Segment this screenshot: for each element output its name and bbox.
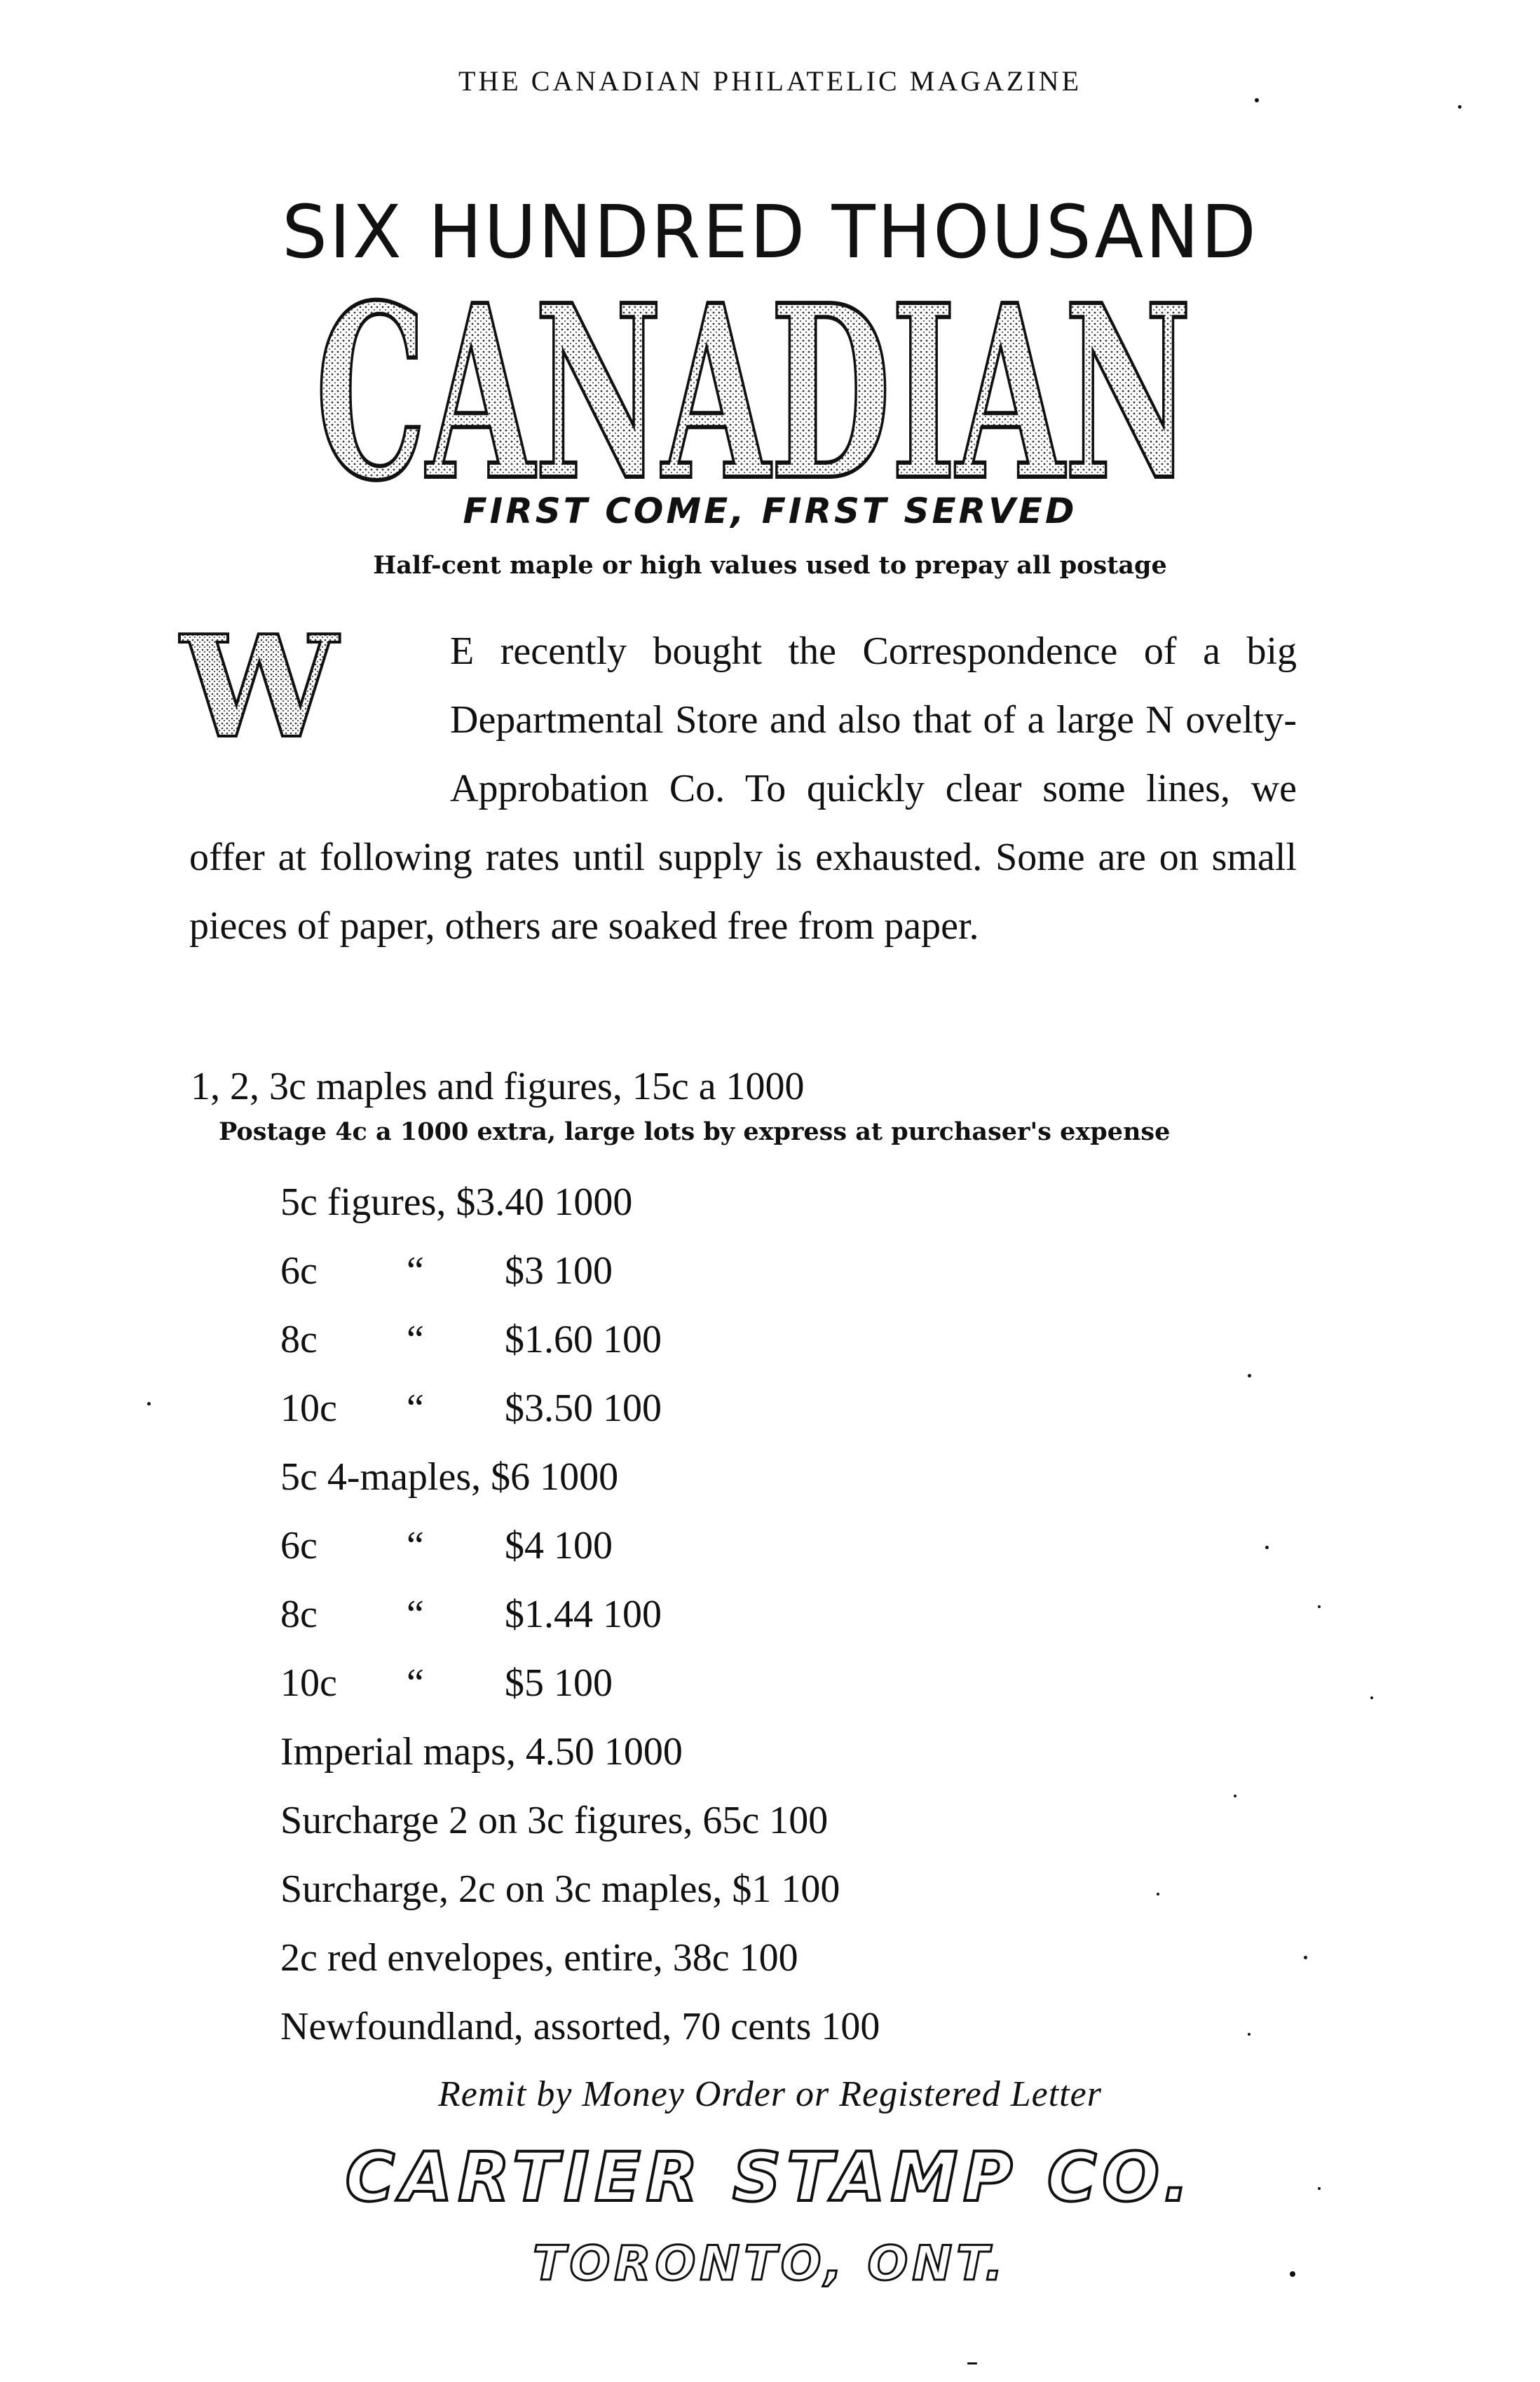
drop-cap-letter: W [180,605,339,770]
price-item: 2c red envelopes, entire, 38c 100 [280,1936,798,1980]
rate-main: 1, 2, 3c maples and figures, 15c a 1000 [191,1065,805,1108]
price-item: Imperial maps, 4.50 1000 [280,1730,683,1774]
ditto-mark: “ [407,1524,424,1567]
intro-paragraph [180,605,1297,960]
ditto-mark: “ [407,1387,424,1430]
rate-note: Postage 4c a 1000 extra, large lots by express at purchaser's expense [219,1117,1171,1146]
price-row [280,1580,1192,1649]
price-item: Newfoundland, assorted, 70 cents 100 [280,2005,880,2048]
print-speck [1318,1605,1321,1608]
price-row [280,1924,1192,1992]
price-item: Surcharge 2 on 3c figures, 65c 100 [280,1799,829,1842]
print-speck [147,1402,151,1406]
price-item: 10c [280,1661,337,1705]
print-speck [1290,2271,1295,2277]
print-speck [967,2362,977,2364]
price-list [280,1168,1192,2061]
price-row [280,1443,1192,1511]
ditto-mark: “ [407,1318,424,1361]
price-item: 10c [280,1387,337,1430]
company-city: TORONTO, ONT. [533,2236,1007,2292]
print-speck [1318,2187,1321,2190]
remit-line: Remit by Money Order or Registered Letter [438,2074,1102,2114]
price-value: $1.44 100 [505,1593,662,1636]
print-speck [1304,1956,1307,1959]
price-item: 8c [280,1593,318,1636]
price-row [280,1305,1192,1374]
price-item: 8c [280,1318,318,1361]
print-speck [1265,1546,1269,1549]
print-speck [1248,1374,1251,1377]
price-row [280,1511,1192,1580]
price-row [280,1855,1192,1924]
price-row [280,1992,1192,2061]
price-value: $1.60 100 [505,1318,662,1361]
price-value: $3.50 100 [505,1387,662,1430]
price-item: Surcharge, 2c on 3c maples, $1 100 [280,1867,840,1911]
running-head: THE CANADIAN PHILATELIC MAGAZINE [458,65,1082,97]
print-speck [1234,1795,1236,1797]
price-row [280,1786,1192,1855]
slogan: FIRST COME, FIRST SERVED [463,491,1077,531]
price-item: 5c 4-maples, $6 1000 [280,1455,619,1499]
print-speck [1157,1893,1159,1896]
company-name: CARTIER STAMP CO. [345,2138,1195,2217]
print-speck [1370,1696,1373,1699]
ditto-mark: “ [407,1249,424,1293]
ditto-mark: “ [407,1661,424,1705]
price-row [280,1649,1192,1717]
drop-cap [180,605,442,770]
print-speck [1255,98,1259,102]
print-speck [1458,105,1461,109]
intro-text: E recently bought the Correspondence of a big Departmental Store and also that of a large N ovelty-Approbation Co. To quickly clear some lines, we offer at following rates until supply is exhausted. Some are on small pieces of paper, others are soaked free from paper. [189,629,1297,948]
postage-note: Half-cent maple or high values used to prepay all postage [373,551,1167,580]
price-row [280,1717,1192,1786]
print-speck [1248,2033,1251,2036]
price-row [280,1237,1192,1305]
price-value: $3 100 [505,1249,613,1293]
price-item: 6c [280,1249,318,1293]
headline: SIX HUNDRED THOUSAND [282,189,1258,275]
price-row [280,1374,1192,1443]
price-row [280,1168,1192,1237]
big-word-text: CANADIAN [315,254,1192,533]
price-item: 6c [280,1524,318,1567]
price-item: 5c figures, $3.40 1000 [280,1180,633,1224]
price-value: $4 100 [505,1524,613,1567]
price-value: $5 100 [505,1661,613,1705]
ditto-mark: “ [407,1593,424,1636]
drop-cap-graphic [180,605,339,770]
